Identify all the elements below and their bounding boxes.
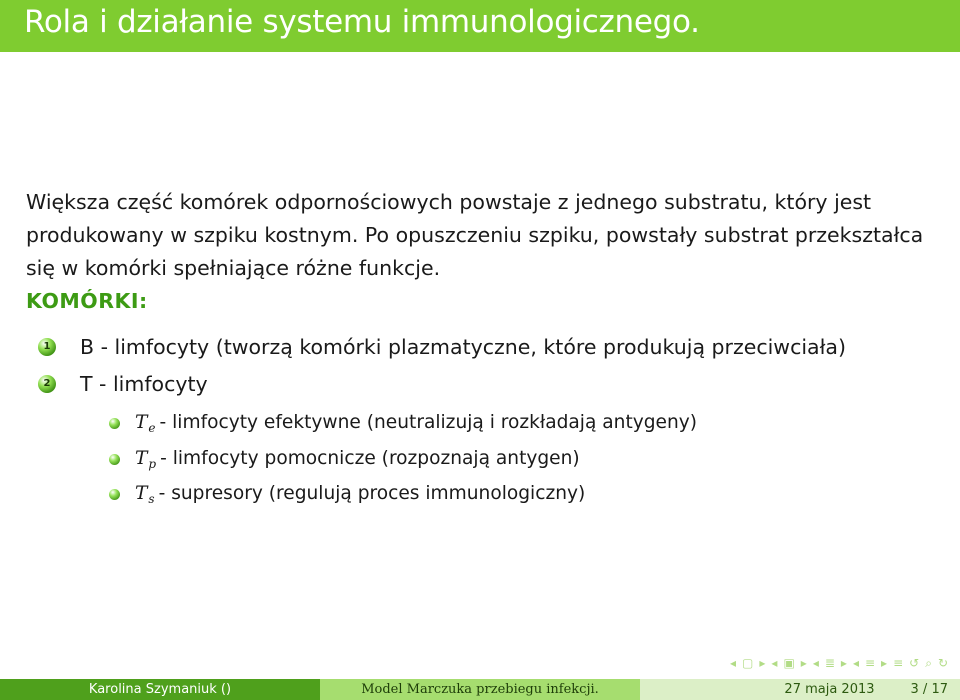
nav-next-subsection-icon[interactable]: ▸ [840,656,847,670]
beamer-navigation [730,655,948,671]
footer-date-page [640,679,960,700]
nav-search-icon[interactable]: ⌕ [925,656,932,670]
sublist-item-ts [80,479,931,515]
list-item-text: B - limfocyty (tworzą komórki plazmatyczne, które produkują przeciwciała) [80,335,846,359]
slide-content [26,186,931,519]
bullet-ball-icon [109,418,120,429]
nav-prev-frame-icon[interactable]: ◂ [771,656,778,670]
cell-subscript: e [148,421,156,435]
nav-appendix-icon[interactable]: ≡ [893,656,904,670]
t-cell-sublist [80,408,931,515]
nav-subsection-icon[interactable]: ≣ [824,656,835,670]
nav-prev-slide-icon[interactable]: ◂ [730,656,737,670]
sublist-item-text: - limfocyty efektywne (neutralizują i rozkładają antygeny) [159,412,698,433]
bullet-ball-icon [109,454,120,465]
cell-symbol: T [135,447,148,469]
nav-forward-icon[interactable]: ↻ [937,656,948,670]
sublist-item-text: - limfocyty pomocnicze (rozpoznają antygen) [160,447,580,469]
nav-prev-subsection-icon[interactable]: ◂ [812,656,819,670]
nav-slide-icon[interactable]: ▢ [742,656,754,670]
list-item-b-cells [26,331,931,364]
footer-date: 27 maja 2013 [784,682,875,697]
cell-subscript: s [148,492,155,506]
bullet-ball-icon [109,489,120,500]
sublist-item-te [80,408,931,444]
page-number: 3 / 17 [910,682,948,697]
nav-next-frame-icon[interactable]: ▸ [800,656,807,670]
sublist-item-text: - supresory (regulują proces immunologiczny) [158,483,586,504]
footer-bar [0,679,960,700]
cell-symbol: T [135,412,148,433]
nav-next-section-icon[interactable]: ▸ [881,656,888,670]
nav-frame-icon[interactable]: ▣ [783,656,795,670]
intro-paragraph: Większa część komórek odpornościowych powstaje z jednego substratu, który jest produkowany w szpiku kostnym. Po opuszczeniu szpiku, powstały substrat przekształca się w komórki spełniające różne funkcje. [26,190,924,280]
nav-prev-section-icon[interactable]: ◂ [852,656,859,670]
sublist-item-tp [80,444,931,480]
title-bar [0,0,960,52]
enum-ball-icon: 1 [38,338,56,356]
cell-symbol: T [135,483,148,504]
enum-ball-icon: 2 [38,375,56,393]
footer-author [0,679,320,700]
talk-title: Model Marczuka przebiegu infekcji. [361,682,599,697]
cell-list [26,331,931,515]
author-name: Karolina Szymaniuk () [88,682,232,697]
list-item-text: T - limfocyty [80,372,208,396]
list-item-t-cells [26,368,931,515]
footer-talk-title [320,679,640,700]
cell-subscript: p [148,456,157,471]
nav-section-icon[interactable]: ≡ [864,656,876,670]
cells-heading: KOMÓRKI: [26,289,148,313]
nav-back-icon[interactable]: ↺ [909,656,920,670]
slide-title: Rola i działanie systemu immunologicznego. [24,4,700,40]
nav-next-slide-icon[interactable]: ▸ [759,656,766,670]
